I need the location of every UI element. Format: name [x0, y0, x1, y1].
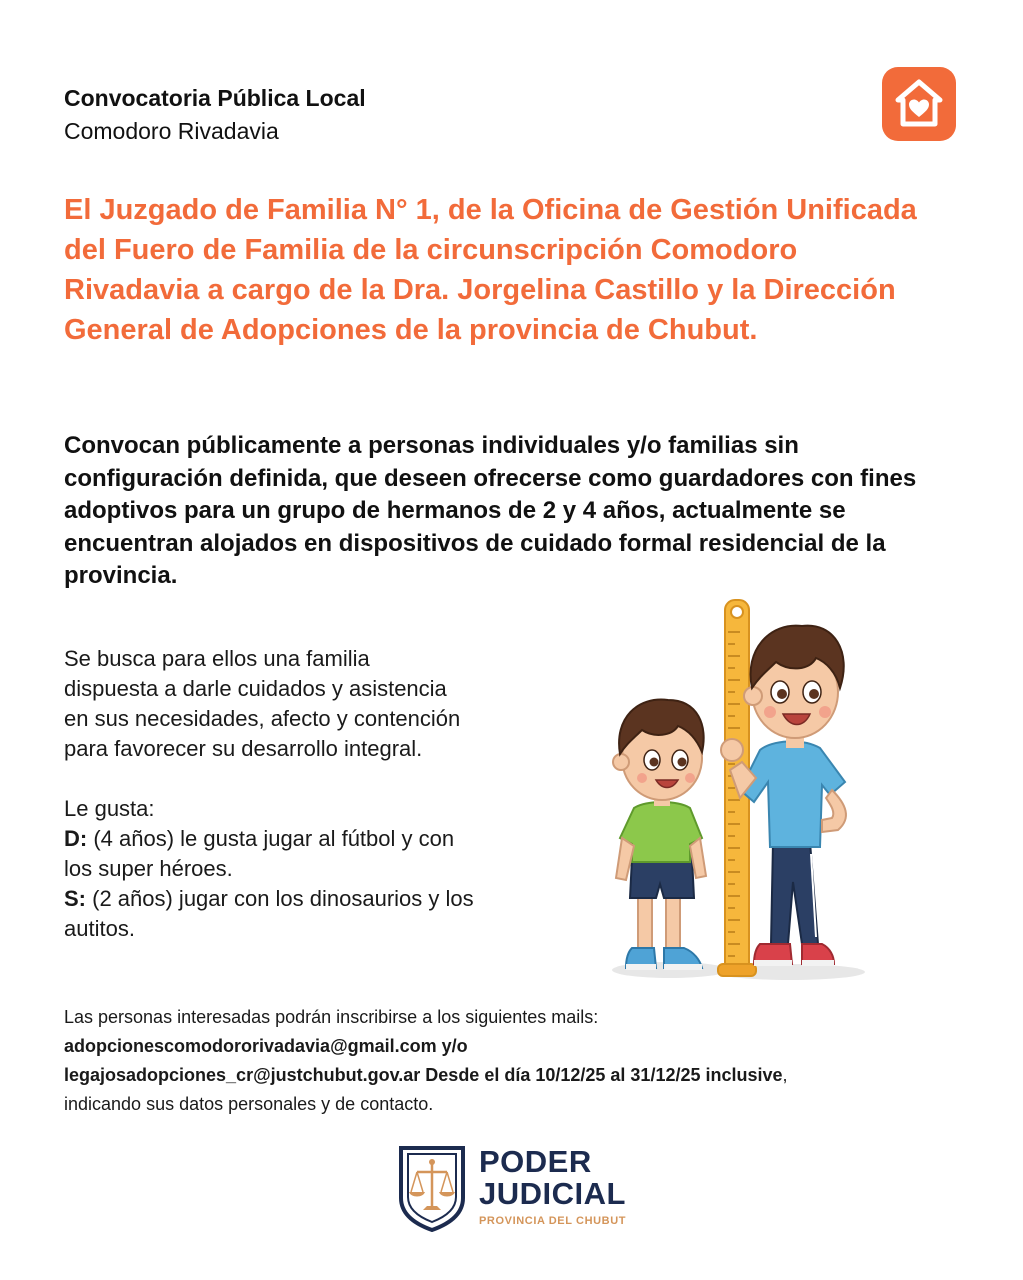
child-s-label: S: [64, 886, 86, 911]
email-line-2-tail: , [782, 1065, 788, 1085]
logo-line-2: JUDICIAL [479, 1176, 626, 1211]
child-d-line [64, 824, 564, 854]
intro-line: Se busca para ellos una familia [64, 646, 370, 671]
poder-judicial-logo [397, 1142, 637, 1234]
header-city: Comodoro Rivadavia [64, 118, 279, 144]
likes-title: Le gusta: [64, 796, 155, 821]
child-s-text: (2 años) jugar con los dinosaurios y los [86, 886, 474, 911]
contact-info [64, 1003, 964, 1119]
child-d-text: (4 años) le gusta jugar al fútbol y con [87, 826, 455, 851]
logo-line-1: PODER [479, 1144, 592, 1179]
intro-line: dispuesta a darle cuidados y asistencia [64, 676, 447, 701]
contact-closing: indicando sus datos personales y de contacto. [64, 1094, 434, 1114]
child-s-line [64, 884, 564, 914]
intro-line: para favorecer su desarrollo integral. [64, 736, 423, 761]
contact-intro: Las personas interesadas podrán inscribirse a los siguientes mails: [64, 1007, 599, 1027]
call-paragraph: Convocan públicamente a personas individuales y/o familias sin configuración definida, que deseen ofrecerse como guardadores con fines adoptivos para un grupo de hermanos de 2 y 4 años, actualmente se encuentran alojados en dispositivos de cuidado formal residencial de la provincia. [64, 432, 917, 589]
email-line-1[interactable]: adopcionescomodororivadavia@gmail.com y/o [64, 1036, 468, 1056]
younger-boy [613, 700, 706, 970]
logo-line-3: PROVINCIA DEL CHUBUT [479, 1215, 627, 1227]
home-heart-icon [882, 67, 956, 141]
intro-line: en sus necesidades, afecto y contención [64, 706, 461, 731]
email-line-2[interactable]: legajosadopciones_cr@justchubut.gov.ar Desde el día 10/12/25 al 31/12/25 inclusive [64, 1065, 783, 1085]
child-s-line2: autitos. [64, 916, 135, 941]
header [64, 82, 664, 148]
child-d-label: D: [64, 826, 88, 851]
scales-shield-icon [397, 1142, 467, 1232]
header-title: Convocatoria Pública Local [64, 85, 366, 111]
description [64, 644, 564, 944]
headline: El Juzgado de Familia N° 1, de la Oficina de Gestión Unificada del Fuero de Familia de la circunscripción Comodoro Rivadavia a cargo de la Dra. Jorgelina Castillo y la Dirección General de Adopciones de la provincia de Chubut. [64, 194, 917, 346]
child-d-line2: los super héroes. [64, 856, 233, 881]
logo-text [479, 1146, 626, 1229]
kids-illustration [590, 592, 890, 984]
